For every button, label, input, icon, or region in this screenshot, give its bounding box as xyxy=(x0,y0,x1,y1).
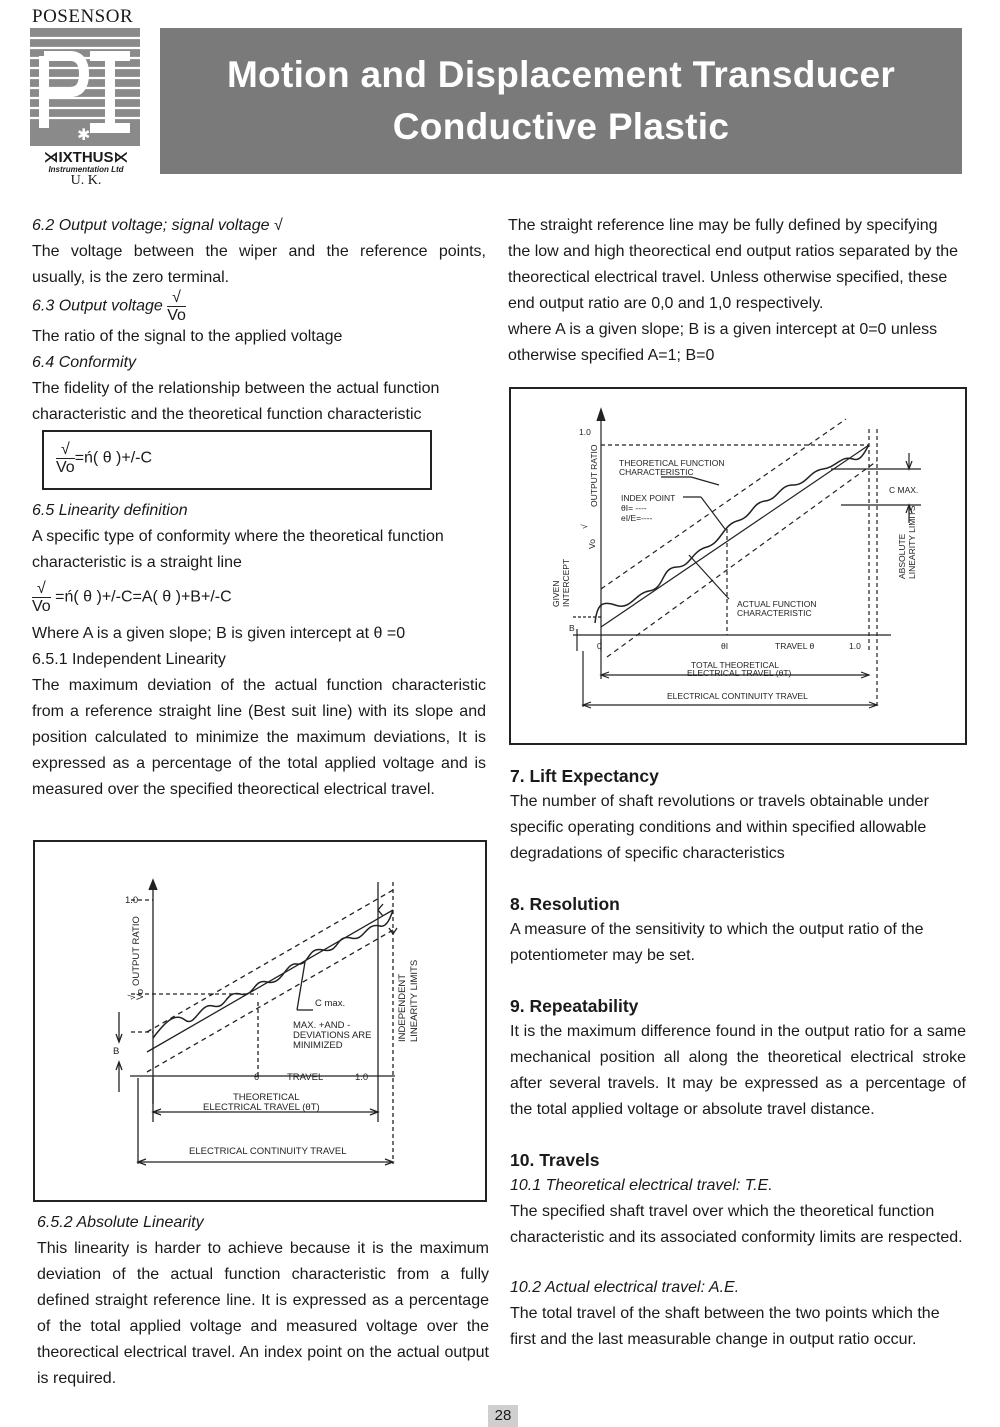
right-column-top xyxy=(508,213,964,369)
s65-where: Where A is a given slope; B is given intercept at θ =0 xyxy=(32,625,406,642)
s64-title: 6.4 Conformity xyxy=(32,354,137,371)
s652-title: 6.5.2 Absolute Linearity xyxy=(37,1214,204,1231)
svg-text:1.0: 1.0 xyxy=(355,1072,369,1083)
svg-text:ELECTRICAL CONTINUITY TRAVEL: ELECTRICAL CONTINUITY TRAVEL xyxy=(667,691,808,701)
svg-text:Vo: Vo xyxy=(135,988,146,1000)
s102-body: The total travel of the shaft between the two points which the first and the last measurable change in output ratio occur. xyxy=(510,1305,940,1348)
svg-text:ELECTRICAL TRAVEL (θT): ELECTRICAL TRAVEL (θT) xyxy=(687,668,792,678)
page-title: Motion and Displacement Transducer xyxy=(226,54,896,95)
s63-title: 6.3 Output voltage $\frac{√}{Vo}$ xyxy=(32,289,186,324)
brand-subtitle: Instrumentation Ltd xyxy=(48,165,124,174)
svg-text:OUTPUT RATIO: OUTPUT RATIO xyxy=(589,444,599,507)
svg-text:ACTUAL FUNCTION: ACTUAL FUNCTION xyxy=(737,599,817,609)
svg-text:√: √ xyxy=(579,524,589,529)
s7-body: The number of shaft revolutions or travels obtainable under specific operating conditions and within specified allowable degradations of specific characteristics xyxy=(510,793,929,862)
svg-text:OUTPUT RATIO: OUTPUT RATIO xyxy=(131,916,142,986)
slope-intercept-paragraph: where A is a given slope; B is a given intercept at 0=0 unless otherwise specified A=1; B=0 xyxy=(508,321,938,364)
svg-text:LINEARITY LIMITS: LINEARITY LIMITS xyxy=(409,959,420,1042)
title-banner xyxy=(160,28,962,174)
conformity-formula-box xyxy=(42,430,432,490)
svg-text:TRAVEL θ: TRAVEL θ xyxy=(775,641,815,651)
svg-text:θ: θ xyxy=(254,1072,260,1083)
svg-text:B: B xyxy=(113,1046,120,1057)
svg-text:θI= ----: θI= ---- xyxy=(621,503,647,513)
svg-text:√: √ xyxy=(127,994,138,1000)
svg-text:1.0: 1.0 xyxy=(849,641,861,651)
svg-text:INTERCEPT: INTERCEPT xyxy=(561,558,571,607)
s8-title: 8. Resolution xyxy=(510,894,620,914)
s63-body: The ratio of the signal to the applied voltage xyxy=(32,328,343,345)
s101-body: The specified shaft travel over which the theoretical function characteristic and its associated conformity limits are respected. xyxy=(510,1203,963,1246)
svg-text:eI/E=----: eI/E=---- xyxy=(621,513,653,523)
absolute-linearity-figure xyxy=(509,387,967,745)
svg-text:GIVEN: GIVEN xyxy=(551,580,561,607)
right-column-bottom xyxy=(510,763,966,1353)
independent-linearity-figure xyxy=(33,840,487,1202)
svg-text:DEVIATIONS ARE: DEVIATIONS ARE xyxy=(293,1030,372,1041)
left-column-bottom xyxy=(37,1210,489,1392)
s102-title: 10.2 Actual electrical travel: A.E. xyxy=(510,1279,740,1296)
svg-text:Vo: Vo xyxy=(587,539,597,549)
svg-text:B: B xyxy=(569,623,575,633)
output-ratio-fraction: $\frac{√}{Vo}$ xyxy=(167,289,186,324)
svg-text:INDEPENDENT: INDEPENDENT xyxy=(397,973,408,1042)
brand-posensor: POSENSOR xyxy=(32,6,134,27)
svg-text:INDEX POINT: INDEX POINT xyxy=(621,493,676,503)
svg-text:θI: θI xyxy=(721,641,729,651)
s62-body: The voltage between the wiper and the reference points, usually, is the zero terminal. xyxy=(32,243,486,286)
svg-text:1.0: 1.0 xyxy=(579,427,591,437)
svg-text:TRAVEL: TRAVEL xyxy=(287,1072,324,1083)
s62-title: 6.2 Output voltage; signal voltage √ xyxy=(32,217,283,234)
left-column-top xyxy=(32,213,486,428)
svg-text:ABSOLUTE: ABSOLUTE xyxy=(897,533,907,579)
s101-title: 10.1 Theoretical electrical travel: T.E. xyxy=(510,1177,773,1194)
svg-text:CHARACTERISTIC: CHARACTERISTIC xyxy=(619,467,694,477)
s64-body: The fidelity of the relationship between the actual function characteristic and the theoretical function characteristic xyxy=(32,380,440,423)
brand-ixthus: ⋊IXTHUS⋉ xyxy=(43,149,129,166)
page-subtitle: Conductive Plastic xyxy=(392,106,730,147)
company-logo xyxy=(30,28,140,146)
svg-text:LINEARITY LIMITS: LINEARITY LIMITS xyxy=(907,505,917,579)
s652-body: This linearity is harder to achieve because it is the maximum deviation of the actual function characteristic from a fully defined straight reference line. It is expressed as a percentage of the total applied voltage and measured voltage over the theorectical electrical travel. An index point on the actual output is required. xyxy=(37,1240,489,1387)
svg-text:THEORETICAL: THEORETICAL xyxy=(233,1092,300,1103)
page-number: 28 xyxy=(488,1405,518,1427)
svg-text:C MAX.: C MAX. xyxy=(889,485,919,495)
conformity-formula: $\frac{√}{Vo}$ =ń( θ )+/-C xyxy=(56,441,153,476)
fish-left-icon: ⋊ xyxy=(43,149,59,166)
svg-text:ELECTRICAL CONTINUITY TRAVEL: ELECTRICAL CONTINUITY TRAVEL xyxy=(189,1146,347,1157)
svg-text:ELECTRICAL TRAVEL (θT): ELECTRICAL TRAVEL (θT) xyxy=(203,1102,320,1113)
s651-body: The maximum deviation of the actual function characteristic from a reference straight line (Best suit line) with its slope and position calculated to minimize the maximum deviations, It is expressed as a percentage of the total applied voltage and is measured over the specified theorectical electrical travel. xyxy=(32,677,486,798)
svg-text:C max.: C max. xyxy=(315,998,346,1009)
left-column-mid xyxy=(32,498,486,803)
s65-body: A specific type of conformity where the theoretical function characteristic is a straight line xyxy=(32,528,444,571)
s7-title: 7. Lift Expectancy xyxy=(510,766,659,786)
svg-text:TOTAL THEORETICAL: TOTAL THEORETICAL xyxy=(691,660,780,670)
s10-title: 10. Travels xyxy=(510,1150,600,1170)
reference-line-paragraph: The straight reference line may be fully defined by specifying the low and high theorectical end output ratios separated by the theorectical electrical travel. Unless otherwise specified, these end output ratio are 0,0 and 1,0 respectively. xyxy=(508,217,959,312)
s8-body: A measure of the sensitivity to which the output ratio of the potentiometer may be set. xyxy=(510,921,924,964)
s9-title: 9. Repeatability xyxy=(510,996,639,1016)
svg-text:MAX. +AND -: MAX. +AND - xyxy=(293,1020,351,1031)
brand-country: U. K. xyxy=(70,173,102,188)
svg-text:MINIMIZED: MINIMIZED xyxy=(293,1040,343,1051)
svg-text:THEORETICAL FUNCTION: THEORETICAL FUNCTION xyxy=(619,458,725,468)
svg-text:1.0: 1.0 xyxy=(125,895,139,906)
svg-text:✱: ✱ xyxy=(77,127,91,144)
svg-text:0: 0 xyxy=(597,641,602,651)
s65-title: 6.5 Linearity definition xyxy=(32,502,188,519)
linearity-formula: $\frac{√}{Vo}$ =ń( θ )+/-C=A( θ )+B+/-C xyxy=(32,580,232,615)
fish-right-icon: ⋉ xyxy=(113,149,129,166)
s651-title: 6.5.1 Independent Linearity xyxy=(32,651,226,668)
svg-text:CHARACTERISTIC: CHARACTERISTIC xyxy=(737,608,812,618)
s9-body: It is the maximum difference found in the output ratio for a same mechanical position all along the theoretical electrical stroke after several travels. It may be expressed as a percentage of the total applied voltage or absolute travel distance. xyxy=(510,1023,966,1118)
